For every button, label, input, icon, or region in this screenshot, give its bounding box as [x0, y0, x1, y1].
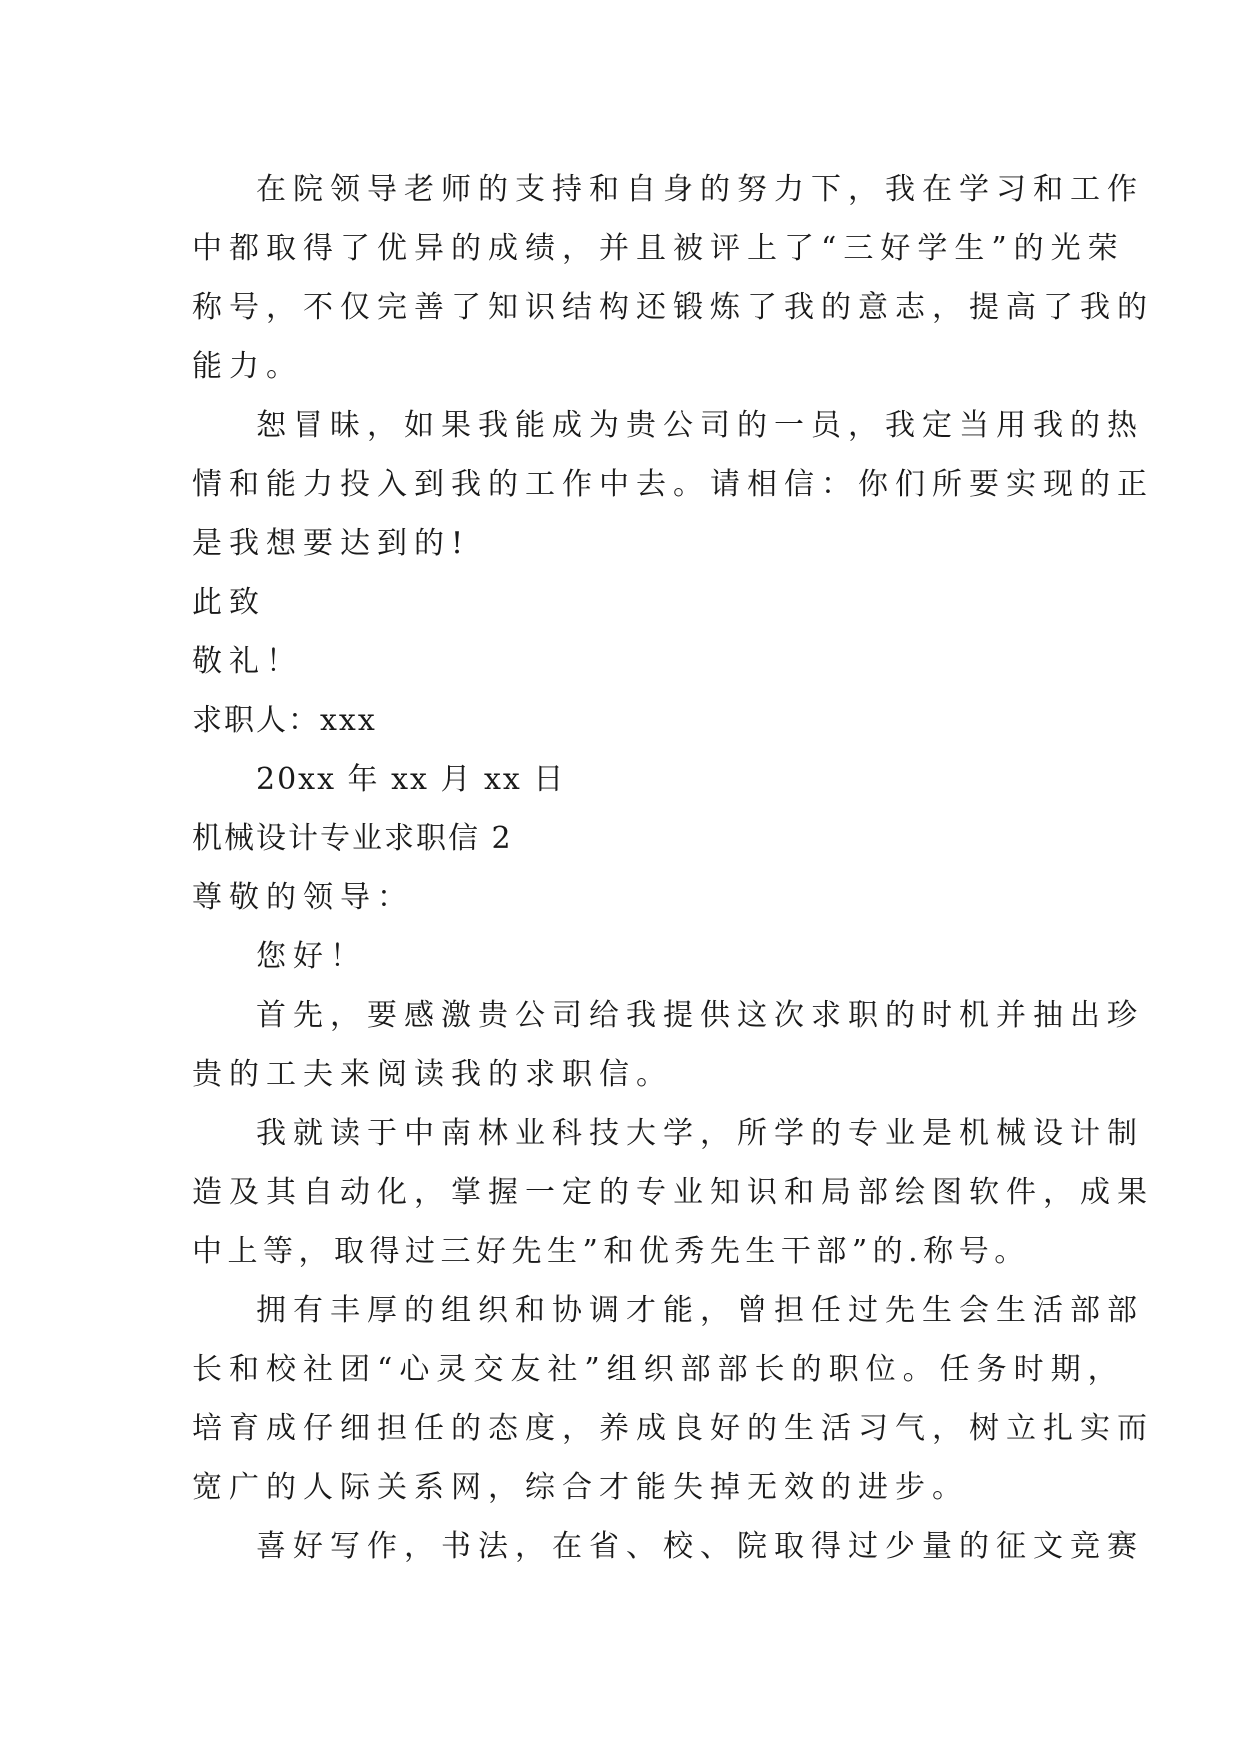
section-title: 机械设计专业求职信 2 [192, 821, 513, 856]
paragraph-line: 恕冒昧，如果我能成为贵公司的一员，我定当用我的热 [256, 408, 1144, 443]
letter-date: 20xx 年 xx 月 xx 日 [256, 762, 566, 797]
salutation: 尊敬的领导： [192, 880, 414, 915]
paragraph-line: 能力。 [192, 349, 303, 384]
paragraph-line: 培育成仔细担任的态度，养成良好的生活习气，树立扎实而 [192, 1411, 1154, 1446]
paragraph-line: 在院领导老师的支持和自身的努力下，我在学习和工作 [256, 172, 1144, 207]
paragraph-line: 喜好写作，书法，在省、校、院取得过少量的征文竞赛 [256, 1529, 1144, 1564]
closing-line: 此致 [192, 585, 266, 620]
closing-salute: 敬礼！ [192, 644, 303, 679]
paragraph-line: 中上等，取得过三好先生”和优秀先生干部”的.称号。 [192, 1234, 1030, 1269]
paragraph-line: 我就读于中南林业科技大学，所学的专业是机械设计制 [256, 1116, 1144, 1151]
letter-body [192, 160, 1154, 1576]
paragraph-line: 宽广的人际关系网，综合才能失掉无效的进步。 [192, 1470, 969, 1505]
greeting: 您好！ [256, 939, 367, 974]
applicant-signature: 求职人：xxx [192, 703, 377, 738]
paragraph-line: 中都取得了优异的成绩，并且被评上了“三好学生”的光荣 [192, 231, 1125, 266]
paragraph-line: 造及其自动化，掌握一定的专业知识和局部绘图软件，成果 [192, 1175, 1154, 1210]
paragraph-line: 情和能力投入到我的工作中去。请相信：你们所要实现的正 [192, 467, 1154, 502]
paragraph-line: 长和校社团“心灵交友社”组织部部长的职位。任务时期， [192, 1352, 1125, 1387]
paragraph-line: 是我想要达到的! [192, 526, 471, 561]
paragraph-line: 称号，不仅完善了知识结构还锻炼了我的意志，提高了我的 [192, 290, 1154, 325]
paragraph-line: 贵的工夫来阅读我的求职信。 [192, 1057, 673, 1092]
paragraph-line: 首先，要感激贵公司给我提供这次求职的时机并抽出珍 [256, 998, 1144, 1033]
paragraph-line: 拥有丰厚的组织和协调才能，曾担任过先生会生活部部 [256, 1293, 1144, 1328]
